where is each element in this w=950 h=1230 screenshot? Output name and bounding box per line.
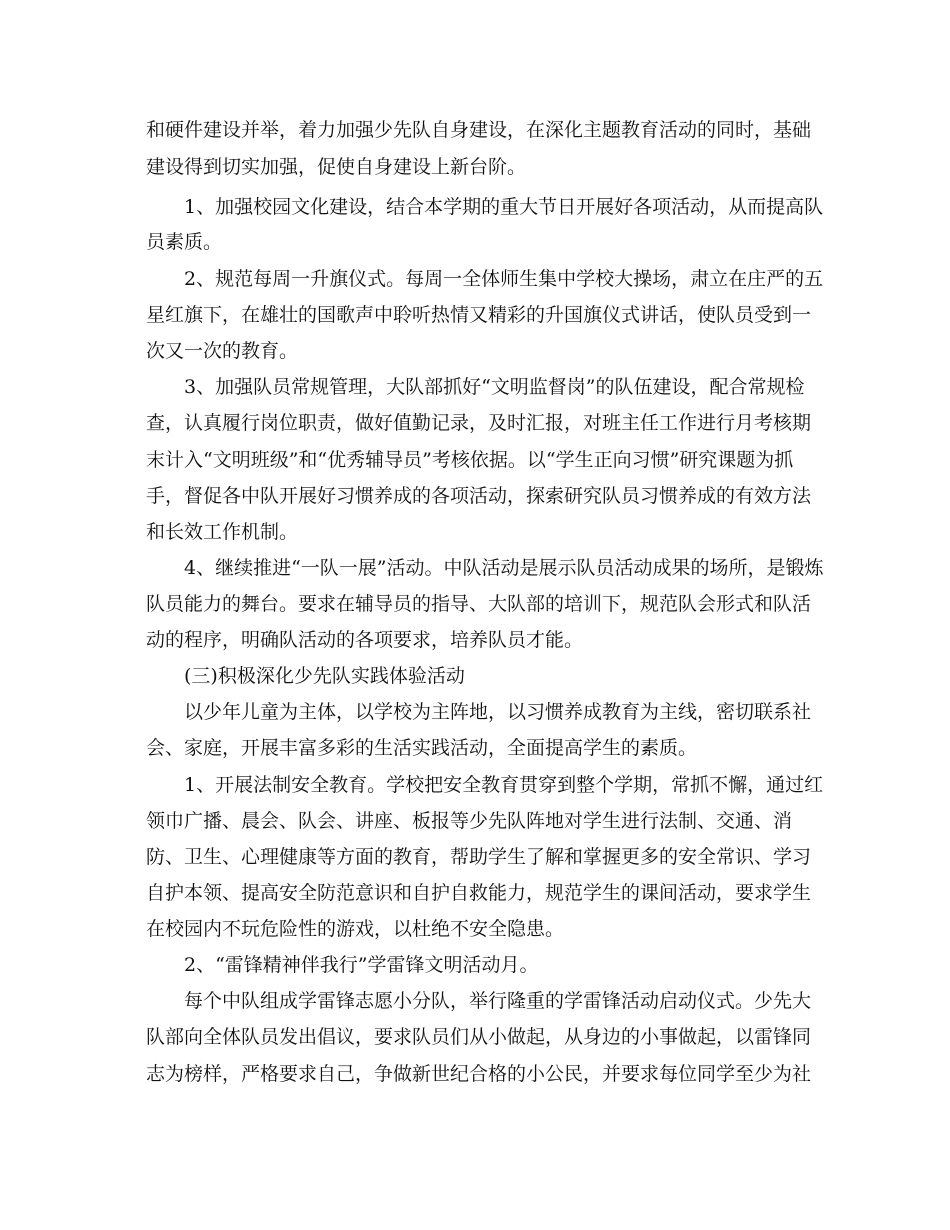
section-heading: (三)积极深化少先队实践体验活动 [184, 665, 465, 687]
paragraph-line: 会、家庭，开展丰富多彩的生活实践活动，全面提高学生的素质。 [146, 737, 698, 759]
paragraph-line: 和长效工作机制。 [146, 521, 299, 543]
paragraph-line: 队部向全体队员发出倡议，要求队员们从小做起，从身边的小事做起，以雷锋同 [146, 1026, 812, 1048]
paragraph-line: 3、加强队员常规管理，大队部抓好“文明监督岗”的队伍建设，配合常规检 [184, 376, 805, 398]
paragraph-line: 次又一次的教育。 [146, 340, 299, 362]
paragraph-line: 领巾广播、晨会、队会、讲座、板报等少先队阵地对学生进行法制、交通、消 [146, 810, 793, 832]
paragraph-line: 自护本领、提高安全防范意识和自护自救能力，规范学生的课间活动，要求学生 [146, 882, 812, 904]
paragraph-line: 1、开展法制安全教育。学校把安全教育贯穿到整个学期，常抓不懈，通过红 [184, 774, 824, 796]
paragraph-line: 员素质。 [146, 231, 223, 253]
paragraph-line: 动的程序，明确队活动的各项要求，培养队员才能。 [146, 629, 584, 651]
paragraph-line: 每个中队组成学雷锋志愿小分队，举行隆重的学雷锋活动启动仪式。少先大 [184, 990, 812, 1012]
paragraph-line: 防、卫生、心理健康等方面的教育，帮助学生了解和掌握更多的安全常识、学习 [146, 846, 812, 868]
paragraph-line: 建设得到切实加强，促使自身建设上新台阶。 [146, 156, 527, 178]
paragraph-line: 查，认真履行岗位职责，做好值勤记录，及时汇报，对班主任工作进行月考核期 [146, 412, 812, 434]
paragraph-line: 末计入“文明班级”和“优秀辅导员”考核依据。以“学生正向习惯”研究课题为抓 [146, 449, 794, 471]
paragraph-line: 星红旗下，在雄壮的国歌声中聆听热情又精彩的升国旗仪式讲话，使队员受到一 [146, 304, 812, 326]
paragraph-line: 志为榜样，严格要求自己，争做新世纪合格的小公民，并要求每位同学至少为社 [146, 1063, 812, 1085]
paragraph-line: 以少年儿童为主体，以学校为主阵地，以习惯养成教育为主线，密切联系社 [184, 701, 812, 723]
paragraph-line: 1、加强校园文化建设，结合本学期的重大节日开展好各项活动，从而提高队 [184, 196, 824, 218]
paragraph-line: 4、继续推进“一队一展”活动。中队活动是展示队员活动成果的场所，是锻炼 [184, 557, 824, 579]
paragraph-line: 队员能力的舞台。要求在辅导员的指导、大队部的培训下，规范队会形式和队活 [146, 593, 812, 615]
paragraph-line: 在校园内不玩危险性的游戏，以杜绝不安全隐患。 [146, 918, 565, 940]
paragraph-line: 2、“雷锋精神伴我行”学雷锋文明活动月。 [184, 954, 539, 976]
paragraph-line: 手，督促各中队开展好习惯养成的各项活动，探索研究队员习惯养成的有效方法 [146, 485, 812, 507]
paragraph-line: 2、规范每周一升旗仪式。每周一全体师生集中学校大操场，肃立在庄严的五 [184, 268, 824, 290]
paragraph-line: 和硬件建设并举，着力加强少先队自身建设，在深化主题教育活动的同时，基础 [146, 119, 812, 141]
